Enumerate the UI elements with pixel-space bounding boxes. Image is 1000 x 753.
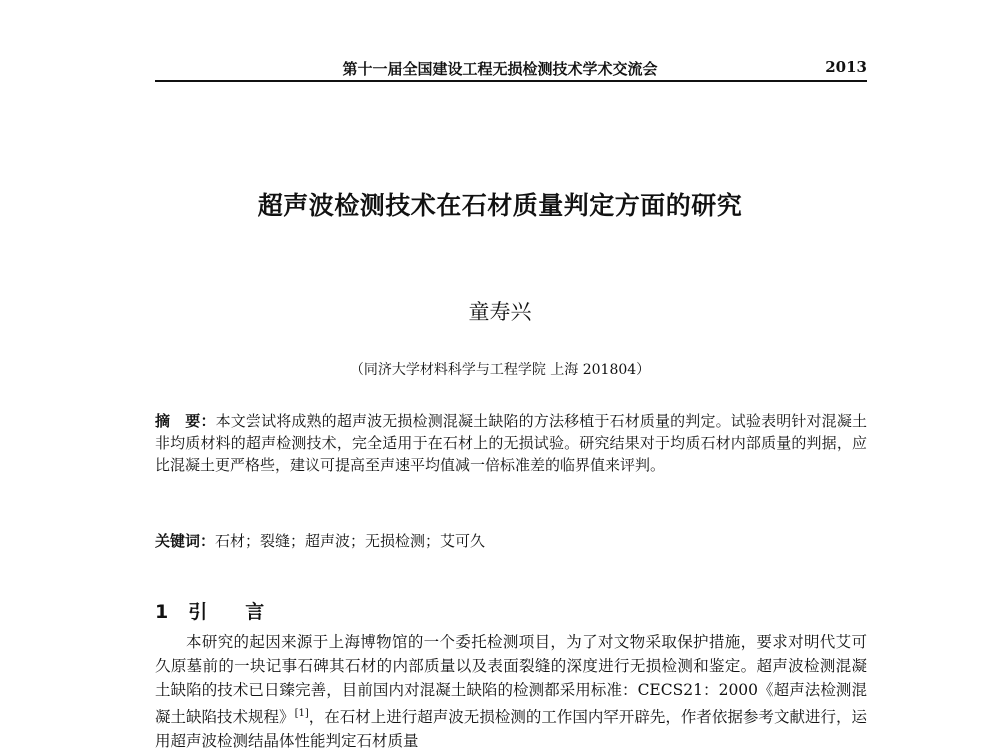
paragraph-text-2: ，在石材上进行超声波无损检测的工作国内罕开辟先，作者依据参考文献进行，运用超声波检测结晶体性能判定石材质量 bbox=[155, 708, 867, 751]
affiliation: （同济大学材料科学与工程学院 上海 201804） bbox=[349, 362, 651, 378]
keywords-label: 关键词： bbox=[155, 532, 216, 550]
paragraph bbox=[155, 630, 867, 753]
keywords-text: 石材；裂缝；超声波；无损检测；艾可久 bbox=[215, 532, 486, 550]
abstract bbox=[155, 410, 867, 476]
header-year: 2013 bbox=[825, 58, 867, 76]
section-number: 1 bbox=[155, 601, 169, 623]
header-conference: 第十一届全国建设工程无损检测技术学术交流会 bbox=[342, 60, 658, 78]
section-heading bbox=[155, 597, 264, 624]
abstract-label: 摘 要： bbox=[155, 412, 216, 430]
abstract-text: 本文尝试将成熟的超声波无损检测混凝土缺陷的方法移植于石材质量的判定。试验表明针对混凝土非均质材料的超声检测技术，完全适用于在石材上的无损试验。研究结果对于均质石材内部质量的判据，应比混凝土更严格些，建议可提高至声速平均值减一倍标准差的临界值来评判。 bbox=[155, 412, 867, 474]
keywords bbox=[155, 530, 867, 552]
paragraph-text-1: 本研究的起因来源于上海博物馆的一个委托检测项目，为了对文物采取保护措施，要求对明代艾可久原墓前的一块记事石碑其石材的内部质量以及表面裂缝的深度进行无损检测和鉴定。超声波检测混凝土缺陷的技术已日臻完善，目前国内对混凝土缺陷的检测都采用标准：CECS21：2000《超声法检测混凝土缺陷技术规程》 bbox=[155, 633, 867, 727]
body-text bbox=[155, 630, 867, 753]
header-rule bbox=[155, 80, 867, 82]
section-title-char-1: 引 bbox=[188, 601, 208, 623]
author: 童寿兴 bbox=[468, 300, 532, 324]
citation-ref: [1] bbox=[294, 708, 309, 719]
paper-title: 超声波检测技术在石材质量判定方面的研究 bbox=[257, 191, 743, 220]
section-title-char-2: 言 bbox=[245, 601, 265, 623]
